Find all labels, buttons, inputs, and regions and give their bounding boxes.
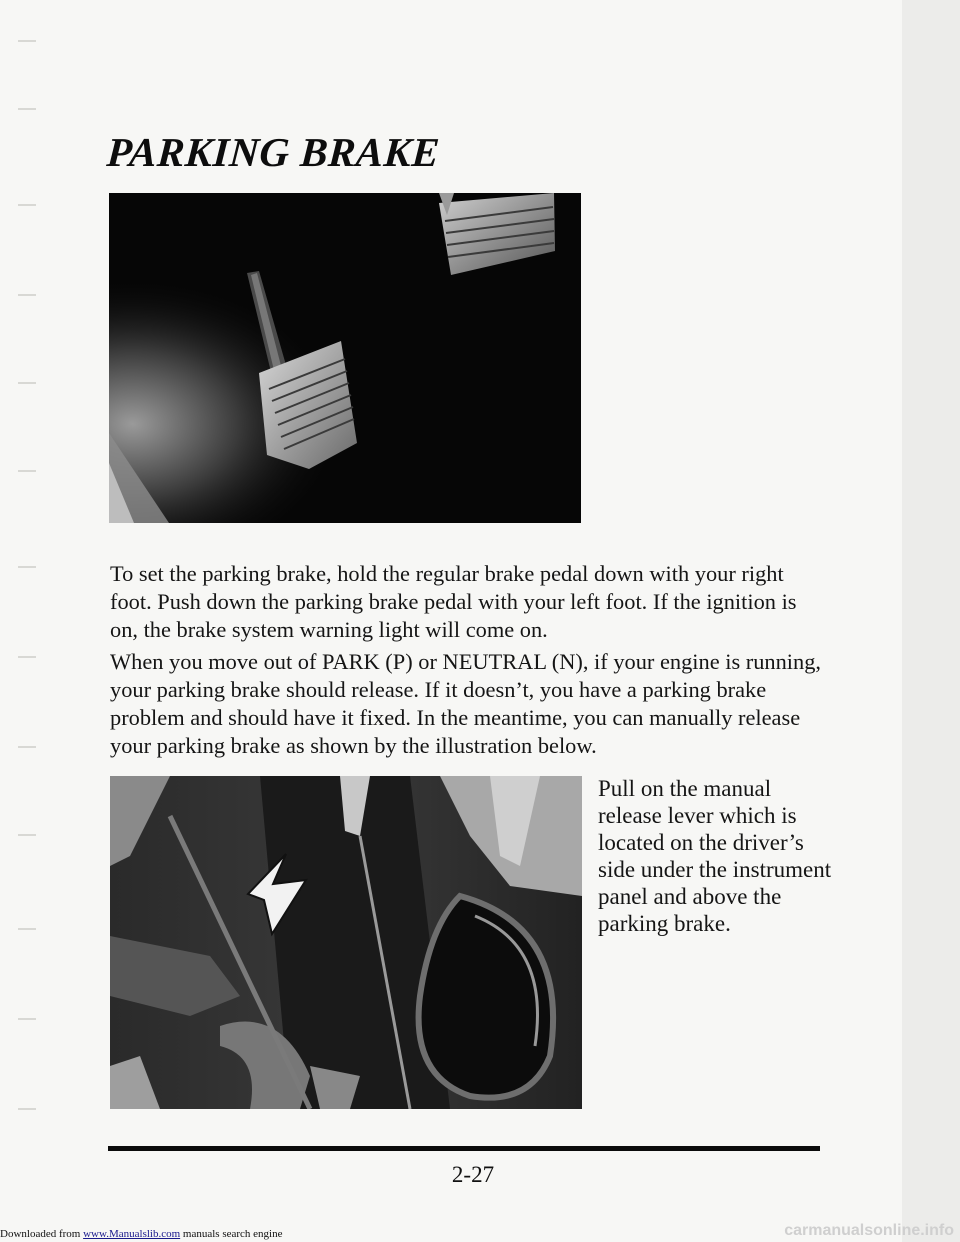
margin-tick [18, 656, 36, 658]
manualslib-link[interactable]: www.Manualslib.com [83, 1228, 181, 1240]
margin-tick [18, 382, 36, 384]
download-footer [0, 1228, 282, 1240]
margin-tick [18, 294, 36, 296]
footer-prefix: Downloaded from [0, 1228, 84, 1240]
page-title: PARKING BRAKE [105, 129, 442, 175]
site-watermark: carmanualsonline.info [784, 1222, 954, 1239]
margin-tick [18, 746, 36, 748]
paragraph-set-brake: To set the parking brake, hold the regular brake pedal down with your right foot. Push down the parking brake pedal with your left foot. If the ignition is on, the brake system warning light will come on. [110, 561, 797, 642]
margin-tick [18, 928, 36, 930]
margin-tick [18, 1018, 36, 1020]
margin-tick [18, 566, 36, 568]
footer-rule [108, 1146, 820, 1151]
page-number: 2-27 [451, 1162, 495, 1187]
footer-suffix: manuals search engine [180, 1228, 283, 1240]
margin-tick [18, 834, 36, 836]
release-lever-caption: Pull on the manual release lever which is located on the driver’s side under the instrument panel and above the parking brake. [598, 776, 832, 936]
margin-tick [18, 108, 36, 110]
margin-tick [18, 40, 36, 42]
page-edge-shadow [902, 0, 960, 1242]
margin-tick [18, 204, 36, 206]
parking-brake-pedal-photo [109, 193, 581, 523]
margin-tick [18, 470, 36, 472]
release-lever-photo [110, 776, 582, 1109]
paragraph-release-brake: When you move out of PARK (P) or NEUTRAL (N), if your engine is running, your parking brake should release. If it doesn’t, you have a parking brake problem and should have it fixed. In the meantime, you can manually release your parking brake as shown by the illustration below. [110, 649, 822, 758]
margin-tick [18, 1108, 36, 1110]
